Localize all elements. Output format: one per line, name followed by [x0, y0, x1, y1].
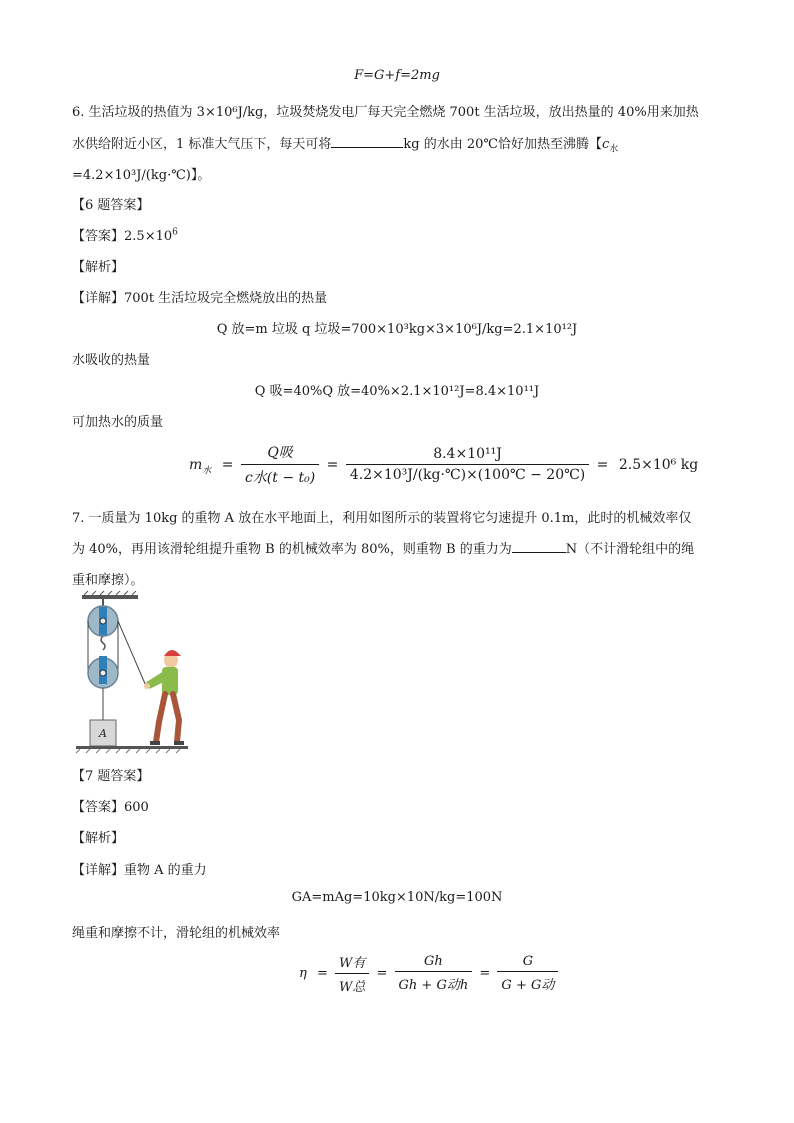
- eta-equals-1: =: [316, 966, 328, 981]
- a6-answer: [72, 225, 178, 244]
- eq3-f1-den: c水(t − t₀): [244, 470, 316, 486]
- a6-analysis: 【解析】: [72, 260, 125, 275]
- eta-equals-3: =: [479, 966, 491, 981]
- pulley-diagram: [72, 590, 197, 755]
- a6-answer-exp: 6: [172, 227, 178, 238]
- eq-eta: η: [299, 966, 307, 981]
- eta-f2-num: Gh: [395, 954, 473, 972]
- ground: [76, 746, 188, 749]
- eta-fraction-3: [497, 954, 558, 993]
- a7-answer: [72, 796, 149, 815]
- eq3-equals-1: =: [221, 456, 234, 473]
- q7-line2: [72, 538, 694, 557]
- ceiling-beam: [82, 595, 138, 599]
- a6-eq1: Q 放=m 垃圾 q 垃圾=700×10³kg×3×10⁶J/kg=2.1×10¹²J: [216, 322, 578, 337]
- eq3-f2-den: 4.2×10³J/(kg·℃)×(100℃ − 20℃): [349, 467, 586, 483]
- a7-answer-value: 600: [124, 800, 149, 815]
- pulley-figure: [72, 590, 197, 755]
- a7-analysis: 【解析】: [72, 831, 125, 846]
- eta-fraction-1: [335, 952, 369, 995]
- q6-line2: [72, 133, 619, 155]
- person-figure: [144, 650, 184, 745]
- a7-efficiency-text: 绳重和摩擦不计，滑轮组的机械效率: [72, 926, 281, 941]
- a7-eq1: GA=mAg=10kg×10N/kg=100N: [291, 890, 503, 905]
- a6-answer-label: 【答案】: [72, 229, 125, 244]
- a7-eq2: [296, 952, 558, 995]
- eta-f3-num: G: [497, 954, 558, 972]
- eta-f1-num: W有: [335, 952, 369, 974]
- q7-line3: 重和摩擦）。: [72, 573, 144, 588]
- q6-line2-post: kg 的水由 20℃恰好加热至沸腾【: [403, 137, 602, 152]
- a6-detail: 【详解】700t 生活垃圾完全燃烧放出的热量: [72, 291, 328, 306]
- weight-a-label: A: [99, 727, 107, 740]
- a6-eq2: Q 吸=40%Q 放=40%×2.1×10¹²J=8.4×10¹¹J: [254, 384, 540, 399]
- eq3-f2-num: 8.4×10¹¹J: [346, 446, 589, 465]
- eq3-f1-num: Q吸: [241, 442, 319, 465]
- a6-header: 【6 题答案】: [72, 198, 150, 213]
- eta-f1-den: W总: [338, 980, 366, 995]
- q7-answer-blank[interactable]: [512, 540, 566, 553]
- top-formula: F=G+f=2mg: [354, 68, 440, 83]
- q6-line3: =4.2×10³J/(kg·℃)】。: [72, 168, 211, 183]
- a6-answer-value: 2.5×10: [124, 229, 173, 244]
- q6-line2-pre: 水供给附近小区，1 标准大气压下，每天可将: [72, 137, 332, 152]
- c-sub: 水: [609, 144, 619, 155]
- pull-rope: [118, 621, 146, 686]
- eq3-equals-3: =: [596, 456, 609, 473]
- q6-answer-blank[interactable]: [331, 135, 403, 148]
- eq3-result: 2.5×10⁶ kg: [618, 456, 699, 473]
- eq3-lhs: $m_水$: [189, 456, 212, 476]
- eta-f3-den: G + G动: [501, 978, 555, 993]
- a6-eq3: [186, 442, 701, 487]
- q7-line2-post: N（不计滑轮组中的绳: [565, 542, 695, 557]
- eta-fraction-2: [395, 954, 473, 993]
- a6-water-absorb: 水吸收的热量: [72, 353, 151, 368]
- q6-line1: 6. 生活垃圾的热值为 3×10⁶J/kg，垃圾焚烧发电厂每天完全燃烧 700t 生活垃圾，放出热量的 40%用来加热: [72, 105, 699, 120]
- eq3-equals-2: =: [326, 456, 339, 473]
- q7-line1: 7. 一质量为 10kg 的重物 A 放在水平地面上，利用如图所示的装置将它匀速提升 0.1m，此时的机械效率仅: [72, 511, 692, 526]
- eta-equals-2: =: [376, 966, 388, 981]
- a7-detail: 【详解】重物 A 的重力: [72, 863, 207, 878]
- q7-line2-pre: 为 40%，再用该滑轮组提升重物 B 的机械效率为 80%，则重物 B 的重力为: [72, 542, 512, 557]
- a7-answer-label: 【答案】: [72, 800, 125, 815]
- a6-mass-text: 可加热水的质量: [72, 415, 164, 430]
- a7-header: 【7 题答案】: [72, 769, 150, 784]
- eq3-fraction-2: [346, 446, 589, 483]
- eta-f2-den: Gh + G动h: [398, 978, 469, 993]
- eq3-fraction-1: [241, 442, 319, 487]
- c-symbol: c: [601, 137, 610, 152]
